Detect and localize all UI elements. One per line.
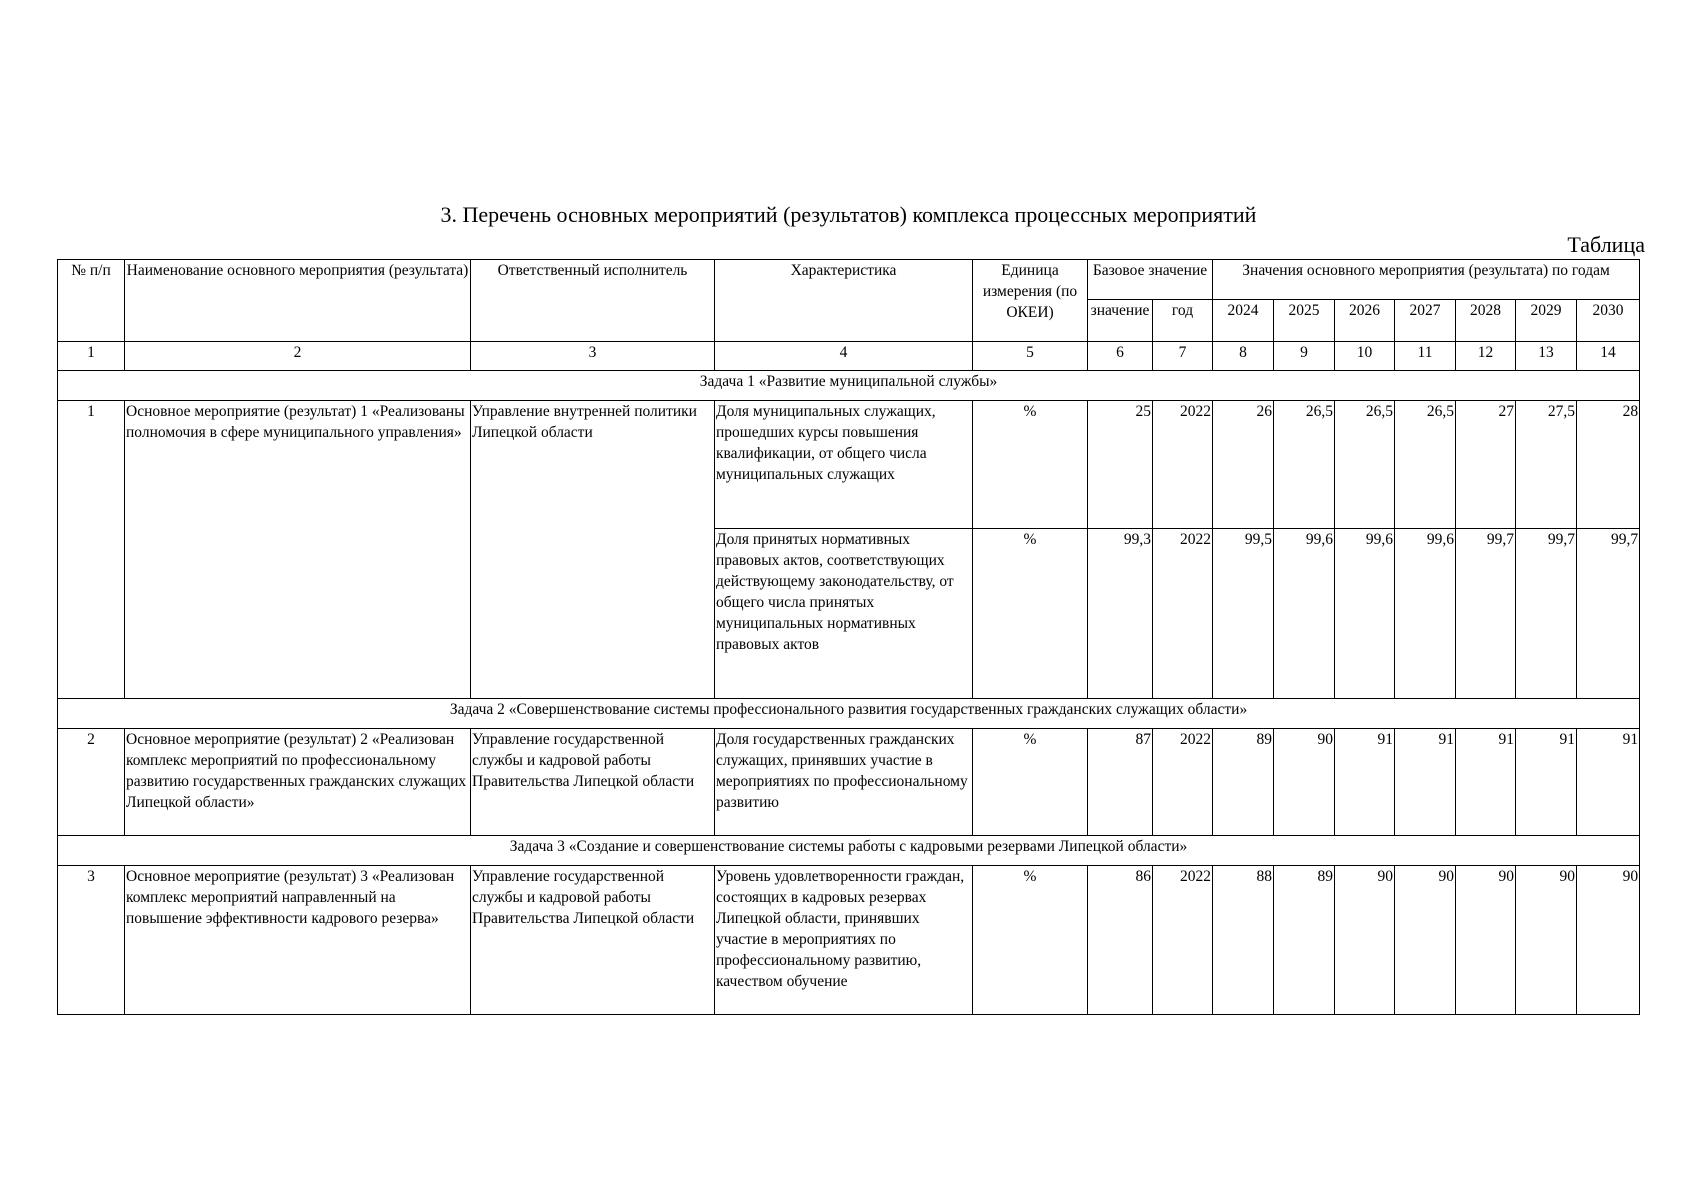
year-value: 91	[1395, 729, 1456, 836]
column-number: 14	[1577, 342, 1640, 371]
executor: Управление внутренней политики Липецкой области	[471, 401, 715, 699]
task-row	[58, 836, 1640, 866]
base-year: 2022	[1153, 529, 1213, 699]
column-number: 4	[715, 342, 973, 371]
column-number: 7	[1153, 342, 1213, 371]
base-year: 2022	[1153, 866, 1213, 1015]
header-row-1	[58, 260, 1640, 300]
year-value: 27,5	[1516, 401, 1577, 529]
column-number: 2	[125, 342, 471, 371]
column-number: 3	[471, 342, 715, 371]
base-year: 2022	[1153, 401, 1213, 529]
characteristic: Уровень удовлетворенности граждан, состоящих в кадровых резервах Липецкой области, принявших участие в мероприятиях по профессиональному развитию, качеством обучение	[715, 866, 973, 1015]
year-value: 27	[1456, 401, 1516, 529]
year-value: 99,6	[1395, 529, 1456, 699]
year-value: 90	[1335, 866, 1395, 1015]
header-base-value: значение	[1088, 300, 1153, 342]
table-row	[58, 729, 1640, 836]
year-value: 99,7	[1516, 529, 1577, 699]
year-value: 99,6	[1335, 529, 1395, 699]
characteristic: Доля государственных гражданских служащих, принявших участие в мероприятиях по профессиональному развитию	[715, 729, 973, 836]
unit: %	[973, 729, 1088, 836]
task-title: Задача 2 «Совершенствование системы профессионального развития государственных гражданских служащих области»	[58, 699, 1640, 729]
unit: %	[973, 866, 1088, 1015]
year-value: 99,7	[1456, 529, 1516, 699]
header-year: 2026	[1335, 300, 1395, 342]
column-number: 9	[1274, 342, 1335, 371]
header-year: 2029	[1516, 300, 1577, 342]
measures-table	[57, 259, 1640, 1015]
column-number: 5	[973, 342, 1088, 371]
year-value: 90	[1395, 866, 1456, 1015]
row-number: 2	[58, 729, 125, 836]
table-label: Таблица	[1567, 232, 1645, 257]
base-value: 86	[1088, 866, 1153, 1015]
header-name: Наименование основного мероприятия (результата)	[125, 260, 471, 342]
year-value: 90	[1456, 866, 1516, 1015]
row-number: 3	[58, 866, 125, 1015]
year-value: 26,5	[1395, 401, 1456, 529]
header-base: Базовое значение	[1088, 260, 1213, 300]
column-number: 8	[1213, 342, 1274, 371]
year-value: 99,6	[1274, 529, 1335, 699]
characteristic: Доля муниципальных служащих, прошедших курсы повышения квалификации, от общего числа муниципальных служащих	[715, 401, 973, 529]
executor: Управление государственной службы и кадровой работы Правительства Липецкой области	[471, 866, 715, 1015]
year-value: 99,5	[1213, 529, 1274, 699]
year-value: 88	[1213, 866, 1274, 1015]
characteristic: Доля принятых нормативных правовых актов, соответствующих действующему законодательству, от общего числа принятых муниципальных нормативных правовых актов	[715, 529, 973, 699]
table-row	[58, 401, 1640, 529]
header-num: № п/п	[58, 260, 125, 342]
header-unit: Единица измерения (по ОКЕИ)	[973, 260, 1088, 342]
column-number: 11	[1395, 342, 1456, 371]
year-value: 28	[1577, 401, 1640, 529]
year-value: 99,7	[1577, 529, 1640, 699]
column-number: 10	[1335, 342, 1395, 371]
column-number-row	[58, 342, 1640, 371]
header-year: 2027	[1395, 300, 1456, 342]
base-year: 2022	[1153, 729, 1213, 836]
column-number: 12	[1456, 342, 1516, 371]
year-value: 89	[1274, 866, 1335, 1015]
table-row	[58, 866, 1640, 1015]
row-number: 1	[58, 401, 125, 699]
year-value: 26,5	[1274, 401, 1335, 529]
task-title: Задача 1 «Развитие муниципальной службы»	[58, 371, 1640, 401]
measure-name: Основное мероприятие (результат) 2 «Реализован комплекс мероприятий по профессиональному развитию государственных гражданских служащих Липецкой области»	[125, 729, 471, 836]
column-number: 6	[1088, 342, 1153, 371]
year-value: 89	[1213, 729, 1274, 836]
measure-name: Основное мероприятие (результат) 3 «Реализован комплекс мероприятий направленный на повышение эффективности кадрового резерва»	[125, 866, 471, 1015]
year-value: 26	[1213, 401, 1274, 529]
base-value: 25	[1088, 401, 1153, 529]
unit: %	[973, 529, 1088, 699]
header-year: 2024	[1213, 300, 1274, 342]
header-base-year: год	[1153, 300, 1213, 342]
document-title: 3. Перечень основных мероприятий (результатов) комплекса процессных мероприятий	[440, 202, 1257, 227]
column-number: 13	[1516, 342, 1577, 371]
year-value: 91	[1335, 729, 1395, 836]
header-executor: Ответственный исполнитель	[471, 260, 715, 342]
year-value: 26,5	[1335, 401, 1395, 529]
header-characteristic: Характеристика	[715, 260, 973, 342]
year-value: 90	[1274, 729, 1335, 836]
task-row	[58, 371, 1640, 401]
task-title: Задача 3 «Создание и совершенствование системы работы с кадровыми резервами Липецкой области»	[58, 836, 1640, 866]
year-value: 91	[1456, 729, 1516, 836]
column-number: 1	[58, 342, 125, 371]
task-row	[58, 699, 1640, 729]
year-value: 90	[1577, 866, 1640, 1015]
header-year: 2028	[1456, 300, 1516, 342]
year-value: 90	[1516, 866, 1577, 1015]
executor: Управление государственной службы и кадровой работы Правительства Липецкой области	[471, 729, 715, 836]
measure-name: Основное мероприятие (результат) 1 «Реализованы полномочия в сфере муниципального управления»	[125, 401, 471, 699]
base-value: 99,3	[1088, 529, 1153, 699]
year-value: 91	[1516, 729, 1577, 836]
header-year: 2030	[1577, 300, 1640, 342]
unit: %	[973, 401, 1088, 529]
header-values-by-year: Значения основного мероприятия (результата) по годам	[1213, 260, 1640, 300]
base-value: 87	[1088, 729, 1153, 836]
year-value: 91	[1577, 729, 1640, 836]
header-year: 2025	[1274, 300, 1335, 342]
